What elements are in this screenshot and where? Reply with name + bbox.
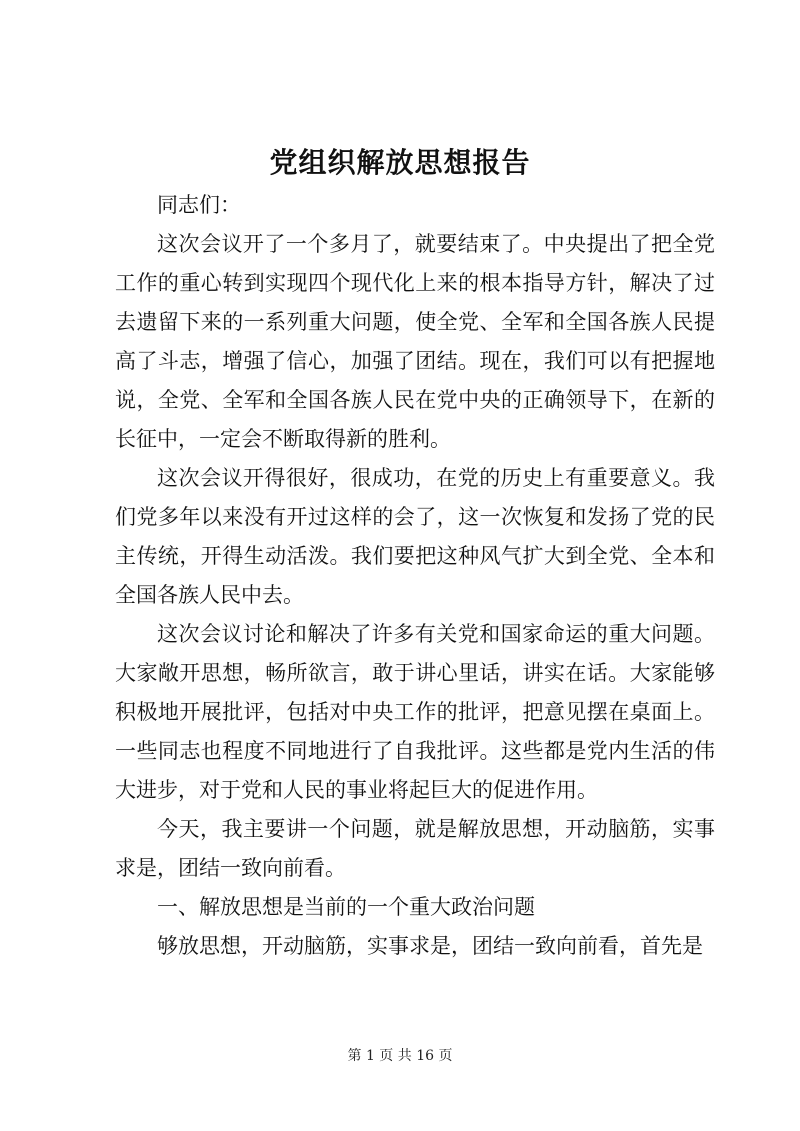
page-footer: 第 1 页 共 16 页	[347, 1048, 453, 1064]
document-body	[115, 186, 715, 966]
salutation-paragraph: 同志们：	[157, 193, 241, 217]
body-paragraph: 这次会议讨论和解决了许多有关党和国家命运的重大问题。大家敞开思想，畅所欲言，敢于讲心里话，讲实在话。大家能够积极地开展批评，包括对中央工作的批评，把意见摆在桌面上。一些同志也程度不同地进行了自我批评。这些都是党内生活的伟大进步，对于党和人民的事业将起巨大的促进作用。	[115, 622, 715, 802]
body-paragraph: 今天，我主要讲一个问题，就是解放思想，开动脑筋，实事求是，团结一致向前看。	[115, 817, 715, 880]
body-paragraph: 够放思想，开动脑筋，实事求是，团结一致向前看，首先是	[157, 934, 703, 958]
body-paragraph: 这次会议开得很好，很成功，在党的历史上有重要意义。我们党多年以来没有开过这样的会了，这一次恢复和发扬了党的民主传统，开得生动活泼。我们要把这种风气扩大到全党、全本和全国各族人民中去。	[115, 466, 715, 607]
document-title: 党组织解放思想报告	[269, 146, 531, 179]
body-paragraph: 这次会议开了一个多月了，就要结束了。中央提出了把全党工作的重心转到实现四个现代化上来的根本指导方针，解决了过去遗留下来的一系列重大问题，使全党、全军和全国各族人民提高了斗志，增强了信心，加强了团结。现在，我们可以有把握地说，全党、全军和全国各族人民在党中央的正确领导下，在新的长征中，一定会不断取得新的胜利。	[115, 232, 715, 451]
section-heading: 一、解放思想是当前的一个重大政治问题	[157, 895, 535, 919]
